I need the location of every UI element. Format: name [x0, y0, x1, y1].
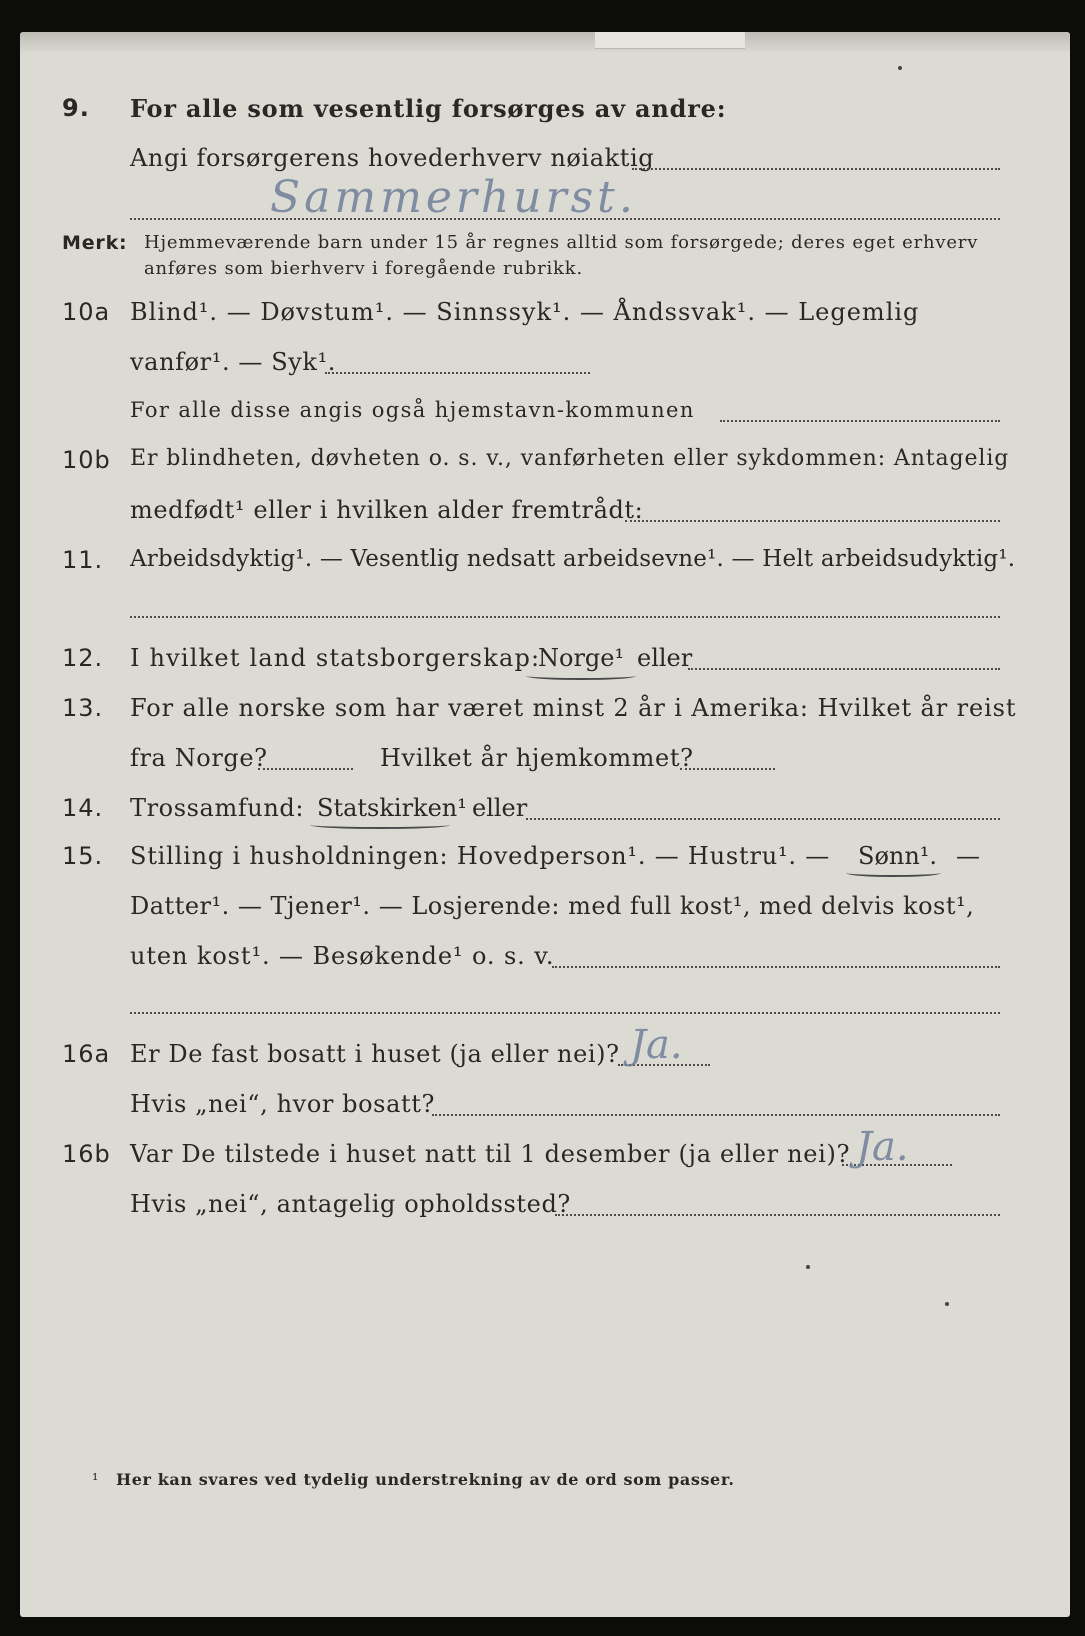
- question-number: 16b: [62, 1140, 111, 1168]
- census-form-page: [20, 32, 1070, 1617]
- question-text: Trossamfund:: [130, 794, 305, 822]
- question-number: 12.: [62, 644, 104, 672]
- answer-line: [130, 218, 1000, 220]
- question-text-end: eller: [472, 794, 528, 822]
- dash: —: [956, 842, 980, 870]
- answer-line: [130, 1012, 1000, 1014]
- underline-norge: [526, 672, 636, 680]
- question-number: 9.: [62, 94, 90, 122]
- question-number: 13.: [62, 694, 104, 722]
- question-text: Hvilket år hjemkommet?: [380, 744, 694, 772]
- question-text: I hvilket land statsborgerskap:: [130, 644, 541, 672]
- answer-line: [526, 818, 1000, 820]
- answer-line: [258, 768, 353, 770]
- question-number: 15.: [62, 842, 104, 870]
- note-line-1: Hjemmeværende barn under 15 år regnes alltid som forsørgede; deres eget erhverv: [144, 232, 979, 253]
- question-text: Var De tilstede i huset natt til 1 desember (ja eller nei)?: [130, 1140, 851, 1168]
- answer-line: [552, 966, 1000, 968]
- handwritten-answer-16a: Ja.: [630, 1022, 683, 1068]
- question-text: vanfør¹. — Syk¹.: [130, 348, 337, 376]
- top-edge: [20, 32, 1070, 52]
- handwritten-answer: Sammerhurst.: [270, 172, 637, 223]
- question-text: fra Norge?: [130, 744, 268, 772]
- answer-line: [555, 1214, 1000, 1216]
- question-text: Er De fast bosatt i huset (ja eller nei)?: [130, 1040, 620, 1068]
- answer-line: [130, 616, 1000, 618]
- handwritten-answer-16b: Ja.: [856, 1124, 909, 1170]
- answer-line: [720, 420, 1000, 422]
- option-norge: Norge¹: [538, 644, 625, 672]
- underline-sonn: [846, 869, 941, 877]
- question-text: Datter¹. — Tjener¹. — Losjerende: med full kost¹, med delvis kost¹,: [130, 892, 975, 920]
- note-label: Merk:: [62, 232, 128, 254]
- question-number: 10b: [62, 446, 111, 474]
- speck: [945, 1302, 949, 1306]
- question-text: Er blindheten, døvheten o. s. v., vanførheten eller sykdommen: Antagelig: [130, 446, 1010, 471]
- question-text: Hvis „nei“, hvor bosatt?: [130, 1090, 435, 1118]
- question-number: 10a: [62, 298, 111, 326]
- note-line-2: anføres som bierhverv i foregående rubrikk.: [144, 258, 583, 279]
- speck: [898, 66, 902, 70]
- question-title: For alle som vesentlig forsørges av andre:: [130, 94, 727, 123]
- paper-tab: [595, 32, 745, 49]
- option-statskirken: Statskirken¹: [317, 794, 467, 822]
- prompt-text: Angi forsørgerens hovederhverv nøiaktig: [130, 144, 655, 172]
- answer-line: [680, 768, 775, 770]
- answer-line: [432, 1114, 1000, 1116]
- footnote-text: Her kan svares ved tydelig understrekning av de ord som passer.: [116, 1470, 735, 1489]
- question-text: For alle disse angis også hjemstavn-kommunen: [130, 398, 695, 422]
- question-number: 14.: [62, 794, 104, 822]
- underline-statskirken: [310, 821, 450, 829]
- question-text: Hvis „nei“, antagelig opholdssted?: [130, 1190, 571, 1218]
- question-text: Arbeidsdyktig¹. — Vesentlig nedsatt arbeidsevne¹. — Helt arbeidsudyktig¹.: [130, 546, 1016, 572]
- speck: [806, 1265, 810, 1269]
- answer-line: [632, 168, 1000, 170]
- question-text: For alle norske som har været minst 2 år i Amerika: Hvilket år reist: [130, 694, 1017, 722]
- question-text: Stilling i husholdningen: Hovedperson¹. — Hustru¹. —: [130, 842, 831, 870]
- question-text-end: eller: [637, 644, 693, 672]
- option-sonn: Sønn¹.: [858, 842, 938, 870]
- answer-line: [625, 520, 1000, 522]
- answer-line: [688, 668, 1000, 670]
- question-text: medfødt¹ eller i hvilken alder fremtrådt:: [130, 496, 644, 524]
- footnote-mark: ¹: [92, 1470, 99, 1489]
- answer-line: [325, 372, 590, 374]
- question-number: 16a: [62, 1040, 111, 1068]
- question-text: Blind¹. — Døvstum¹. — Sinnssyk¹. — Åndssvak¹. — Legemlig: [130, 298, 920, 326]
- question-text: uten kost¹. — Besøkende¹ o. s. v.: [130, 942, 555, 970]
- question-number: 11.: [62, 546, 104, 574]
